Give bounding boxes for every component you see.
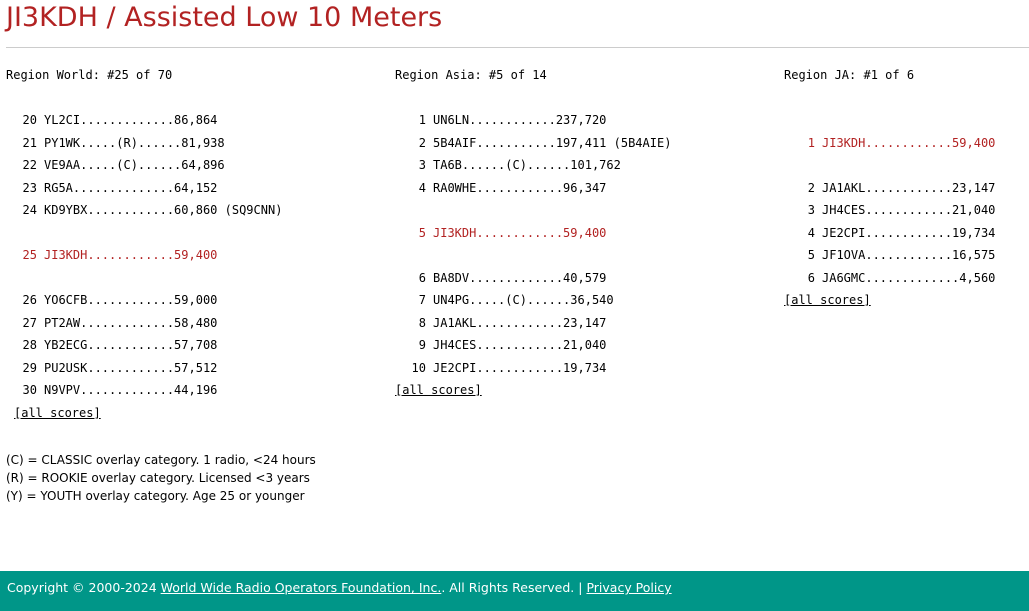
rank-number: 5 [418,225,426,240]
score-row [784,244,995,267]
note-youth: (Y) = YOUTH overlay category. Age 25 or younger [6,489,305,503]
rank-number: 1 [418,113,426,127]
rank-number: 21 [22,135,37,150]
all-scores-link[interactable]: [all scores] [14,405,101,420]
callsign-score: TA6B......(C)......101,762 [433,158,621,172]
callsign-score: JI3KDH............59,400 [44,248,218,262]
score-row [784,199,995,222]
callsign-score: JE2CPI............19,734 [822,225,996,240]
score-row [395,312,671,335]
rank-number: 26 [22,293,37,307]
overlay-notes [6,451,316,505]
row-spacer [395,244,671,267]
score-row-highlighted [395,222,671,245]
rank-number: 1 [807,135,815,150]
rank-number: 8 [418,315,426,330]
callsign-score: YO6CFB............59,000 [44,293,218,307]
score-row [6,357,282,380]
rank-number: 22 [22,158,37,172]
rank-number: 30 [22,383,37,397]
callsign-score: YB2ECG............57,708 [44,338,218,352]
score-row [6,177,282,200]
rank-number: 20 [22,113,37,127]
header-spacer [784,87,995,110]
score-row [784,222,995,245]
callsign-score: N9VPV.............44,196 [44,383,218,397]
rank-number: 9 [418,338,426,352]
site-footer [0,571,1029,611]
rank-number: 23 [22,180,37,195]
footer-org-link[interactable]: World Wide Radio Operators Foundation, Inc. [160,580,442,595]
row-spacer [784,109,995,132]
rank-number: 6 [418,270,426,285]
callsign-score: KD9YBX............60,860 (SQ9CNN) [44,203,283,217]
region-ja-header: Region JA: #1 of 6 [784,68,915,82]
rank-number: 6 [807,270,815,285]
score-row [395,132,671,155]
callsign-score: JA6GMC.............4,560 [822,270,996,285]
rank-number: 7 [418,293,426,307]
score-row [395,334,671,357]
all-scores-container [784,289,995,312]
score-row [6,154,282,177]
header-spacer [6,87,282,110]
callsign-score: JI3KDH............59,400 [822,135,996,150]
score-row [6,289,282,312]
score-row [6,199,282,222]
callsign-score: BA8DV.............40,579 [433,270,607,285]
title-divider [6,47,1029,48]
callsign-score: RA0WHE............96,347 [433,180,607,195]
score-row [6,334,282,357]
score-row [395,109,671,132]
rank-number: 24 [22,203,37,217]
rank-number: 28 [22,338,37,352]
callsign-score: 5B4AIF...........197,411 (5B4AIE) [433,135,672,150]
header-spacer [395,87,671,110]
score-row [395,267,671,290]
score-row [395,154,671,177]
footer-privacy-link[interactable]: Privacy Policy [586,580,672,595]
callsign-score: JF1OVA............16,575 [822,248,996,262]
callsign-score: JE2CPI............19,734 [433,360,607,375]
score-row [6,109,282,132]
score-row [784,177,995,200]
score-row-highlighted [6,244,282,267]
callsign-score: UN6LN............237,720 [433,113,607,127]
rank-number: 4 [807,225,815,240]
row-spacer [6,222,282,245]
callsign-score: JH4CES............21,040 [822,203,996,217]
rank-number: 27 [22,315,37,330]
score-row [6,312,282,335]
callsign-score: JA1AKL............23,147 [433,315,607,330]
region-asia-header: Region Asia: #5 of 14 [395,68,547,82]
rank-number: 4 [418,180,426,195]
callsign-score: PU2USK............57,512 [44,360,218,375]
region-ja-column [784,64,995,312]
all-scores-container [395,379,671,402]
score-row [784,267,995,290]
callsign-score: JA1AKL............23,147 [822,180,996,195]
rank-number: 29 [22,360,37,375]
row-spacer [784,154,995,177]
rank-number: 3 [807,203,815,217]
callsign-score: PT2AW.............58,480 [44,315,218,330]
callsign-score: YL2CI.............86,864 [44,113,218,127]
score-row [395,357,671,380]
callsign-score: PY1WK.....(R)......81,938 [44,135,225,150]
rank-number: 5 [807,248,815,262]
score-row [6,379,282,402]
rank-number: 3 [418,158,426,172]
all-scores-link[interactable]: [all scores] [784,293,871,307]
all-scores-link[interactable]: [all scores] [395,383,482,397]
footer-copyright: Copyright © 2000-2024 [7,580,161,595]
rank-number: 2 [807,180,815,195]
callsign-score: UN4PG.....(C)......36,540 [433,293,614,307]
score-row [395,289,671,312]
callsign-score: JI3KDH............59,400 [433,225,607,240]
score-row [395,177,671,200]
all-scores-container [6,402,282,425]
rank-number: 2 [418,135,426,150]
row-spacer [395,199,671,222]
callsign-score: RG5A..............64,152 [44,180,218,195]
score-row-highlighted [784,132,995,155]
footer-rights: . All Rights Reserved. | [441,580,587,595]
row-spacer [6,267,282,290]
region-world-column [6,64,282,424]
rank-number: 10 [411,360,426,375]
callsign-score: JH4CES............21,040 [433,338,607,352]
region-world-header: Region World: #25 of 70 [6,68,173,82]
callsign-score: VE9AA.....(C)......64,896 [44,158,225,172]
region-asia-column [395,64,671,402]
page-title: JI3KDH / Assisted Low 10 Meters [6,2,443,33]
score-row [6,132,282,155]
note-rookie: (R) = ROOKIE overlay category. Licensed <3 years [6,471,310,485]
rank-number: 25 [22,248,37,262]
note-classic: (C) = CLASSIC overlay category. 1 radio, <24 hours [6,453,316,467]
